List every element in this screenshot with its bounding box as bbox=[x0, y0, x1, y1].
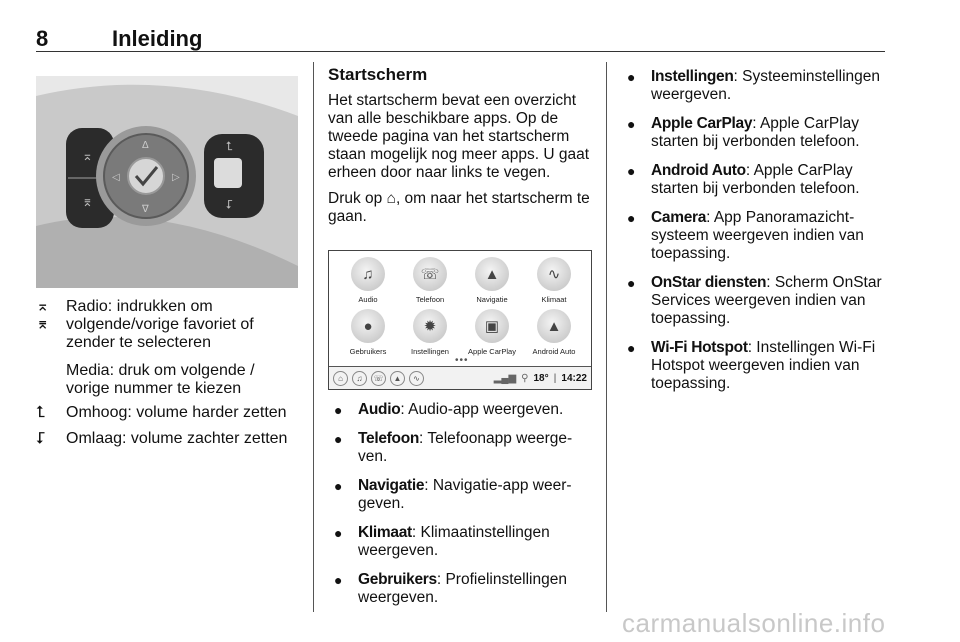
volume-down-icon: ⮦ bbox=[36, 430, 46, 447]
climate-icon: ∿ bbox=[537, 257, 571, 291]
status-bar bbox=[329, 366, 591, 389]
control-text-media: Media: druk om volgende / vorige nummer te kiezen bbox=[66, 362, 255, 397]
gear-icon: ✹ bbox=[413, 309, 447, 343]
app-tile-navigation: ▲ Navigatie bbox=[461, 257, 523, 305]
app-tile-users: ● Gebruikers bbox=[337, 309, 399, 357]
list-item: ● Apple CarPlay: Apple CarPlay starten bij verbonden telefoon. bbox=[627, 115, 860, 150]
app-tile-phone: ☏ Telefoon bbox=[399, 257, 461, 305]
app-tile-settings: ✹ Instellingen bbox=[399, 309, 461, 357]
svg-text:⮤: ⮤ bbox=[226, 139, 234, 153]
page-number: 8 bbox=[36, 26, 49, 51]
list-item: ● OnStar diensten: Scherm OnStar Services weergeven indien van toepassing. bbox=[627, 274, 882, 327]
svg-text:⮦: ⮦ bbox=[226, 197, 234, 211]
signal-icon: ▂▄▆ bbox=[493, 372, 517, 384]
control-row-volume-up bbox=[36, 404, 296, 422]
control-row-media bbox=[36, 362, 296, 398]
list-item: ● Wi-Fi Hotspot: Instellingen Wi-Fi Hotspot weergeven indien van toepassing. bbox=[627, 339, 876, 392]
home-icon: ⌂ bbox=[333, 371, 348, 386]
app-tile-climate: ∿ Klimaat bbox=[523, 257, 585, 305]
temperature-readout: 18° bbox=[533, 372, 549, 384]
column-divider-2 bbox=[606, 62, 607, 612]
phone-icon: ☏ bbox=[413, 257, 447, 291]
navigation-arrow-icon: ▲ bbox=[390, 371, 405, 386]
phone-icon: ☏ bbox=[371, 371, 386, 386]
list-item: ● Telefoon: Telefoonapp weerge-ven. bbox=[334, 430, 573, 465]
svg-text:⌅: ⌅ bbox=[82, 148, 93, 163]
control-row-volume-down bbox=[36, 430, 296, 448]
column-divider-1 bbox=[313, 62, 314, 612]
steering-wheel-illustration bbox=[36, 76, 298, 288]
page-indicator-dots: ••• bbox=[455, 355, 469, 366]
location-pin-icon: ⚲ bbox=[521, 372, 529, 384]
list-item: ● Audio: Audio-app weergeven. bbox=[334, 401, 564, 418]
right-bullet-list bbox=[627, 68, 889, 404]
svg-text:⌆: ⌆ bbox=[82, 194, 93, 209]
app-tile-audio: ♫ Audio bbox=[337, 257, 399, 305]
navigation-arrow-icon: ▲ bbox=[475, 257, 509, 291]
control-text-volume-up: Omhoog: volume harder zetten bbox=[66, 404, 287, 421]
intro-paragraph: Het startscherm bevat een overzicht van alle beschikbare apps. Op de tweede pagina van het startscherm staan mogelijk nog meer apps. U gaat erheen door naar links te vegen. bbox=[328, 92, 590, 181]
list-item: ● Instellingen: Systeeminstellingen weergeven. bbox=[627, 68, 880, 103]
android-auto-icon: ▲ bbox=[537, 309, 571, 343]
home-paragraph: Druk op ⌂, om naar het startscherm te gaan. bbox=[328, 190, 590, 225]
page-title: Inleiding bbox=[112, 26, 203, 51]
section-heading: Startscherm bbox=[328, 65, 428, 84]
control-text-volume-down: Omlaag: volume zachter zetten bbox=[66, 430, 288, 447]
list-item: ● Navigatie: Navigatie-app weer-geven. bbox=[334, 477, 572, 512]
carplay-icon: ▣ bbox=[475, 309, 509, 343]
list-item: ● Gebruikers: Profielinstellingen weergeven. bbox=[334, 571, 567, 606]
music-note-icon: ♫ bbox=[351, 257, 385, 291]
status-readouts: ▂▄▆ ⚲ 18° | 14:22 bbox=[493, 372, 587, 384]
svg-text:▷: ▷ bbox=[172, 172, 180, 183]
user-icon: ● bbox=[351, 309, 385, 343]
list-item: ● Android Auto: Apple CarPlay starten bij verbonden telefoon. bbox=[627, 162, 860, 197]
music-note-icon: ♫ bbox=[352, 371, 367, 386]
list-item: ● Klimaat: Klimaatinstellingen weergeven. bbox=[334, 524, 550, 559]
middle-column bbox=[328, 66, 594, 226]
svg-text:Δ: Δ bbox=[142, 140, 149, 151]
control-row-radio bbox=[36, 298, 296, 352]
climate-icon: ∿ bbox=[409, 371, 424, 386]
control-text-radio: Radio: indrukken om volgende/vorige favoriet of zender te selecteren bbox=[66, 298, 254, 351]
home-screen-illustration bbox=[328, 250, 592, 390]
clock-readout: 14:22 bbox=[561, 372, 587, 384]
app-tile-android-auto: ▲ Android Auto bbox=[523, 309, 585, 357]
app-tile-carplay: ▣ Apple CarPlay bbox=[461, 309, 523, 357]
seek-up-down-icon: ⌅ ⌆ bbox=[36, 298, 50, 333]
list-item: ● Camera: App Panoramazicht-systeem weergeven indien van toepassing. bbox=[627, 209, 864, 262]
volume-up-icon: ⮤ bbox=[36, 404, 46, 421]
svg-text:◁: ◁ bbox=[112, 172, 120, 183]
app-grid bbox=[337, 257, 585, 357]
svg-text:∇: ∇ bbox=[142, 204, 149, 215]
watermark: carmanualsonline.info bbox=[622, 608, 886, 638]
middle-bullet-list bbox=[334, 401, 596, 618]
header-rule bbox=[36, 51, 885, 52]
